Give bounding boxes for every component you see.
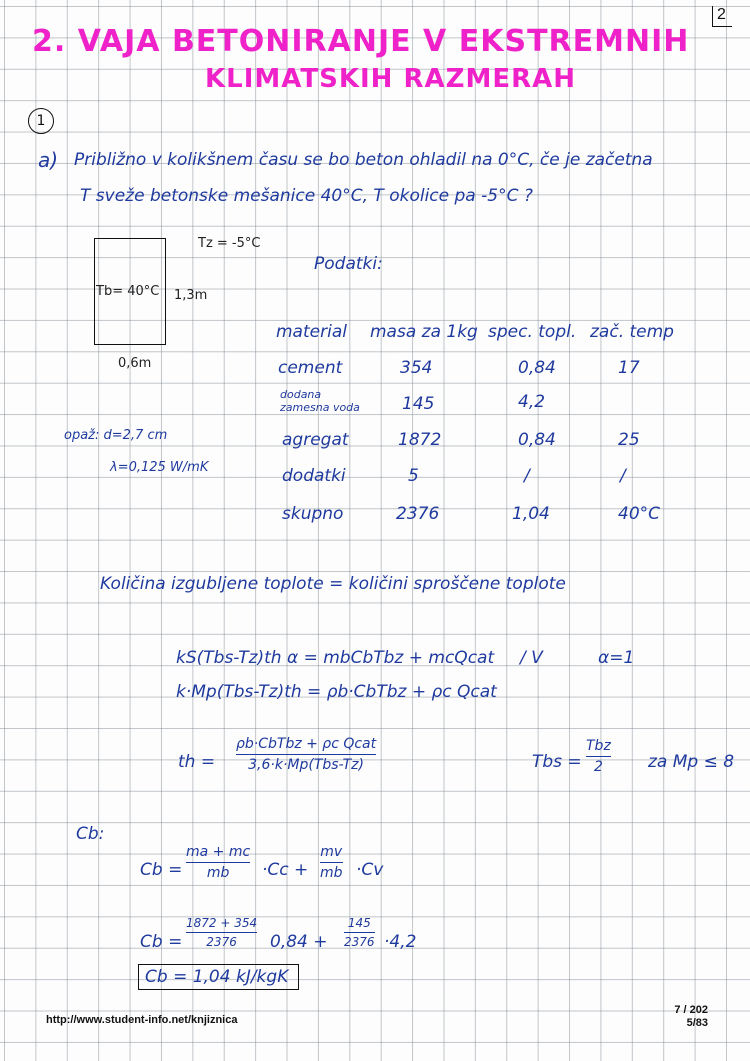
footer-url[interactable]: http://www.student-info.net/knjiznica [46, 1014, 238, 1026]
opaz-line-1: opaž: d=2,7 cm [64, 428, 168, 443]
table-cell: dodana zamesna voda [280, 388, 360, 414]
fraction-denominator: 2376 [206, 935, 237, 949]
question-label: a) [38, 148, 59, 172]
table-cell: 40°C [618, 504, 661, 524]
fraction-denominator: mb [206, 865, 230, 881]
equation-1: kS(Tbs-Tz)th α = mbCbTbz + mcQcat [176, 648, 495, 668]
sketch-tz: Tz = -5°C [198, 236, 261, 251]
footer-page-total: 7 / 202 [674, 1004, 708, 1016]
table-header: zač. temp [590, 322, 674, 342]
sketch-width: 0,6m [118, 356, 152, 371]
fraction-numerator: mv [320, 844, 343, 860]
fraction-denominator: 2376 [344, 935, 375, 949]
table-cell: 145 [402, 394, 435, 414]
table-header: spec. topl. [488, 322, 577, 342]
cb-label: Cb: [76, 824, 105, 844]
cb-calc-fraction-2 [344, 916, 375, 949]
fraction-numerator: Tbz [586, 738, 611, 754]
cb-fraction-2 [320, 844, 343, 881]
section-number-circle: 1 [28, 108, 54, 134]
table-cell: / [620, 466, 626, 486]
equation-3-fraction [236, 736, 376, 773]
table-cell: 354 [400, 358, 433, 378]
table-cell: 5 [408, 466, 419, 486]
table-cell: 1,04 [512, 504, 550, 524]
question-line-1: Približno v kolikšnem času se bo beton ohladil na 0°C, če je začetna [74, 150, 653, 170]
table-cell: 1872 [398, 430, 442, 450]
fraction-numerator: 1872 + 354 [186, 916, 258, 930]
table-cell: skupno [282, 504, 344, 524]
table-cell: agregat [282, 430, 349, 450]
title-line-2: KLIMATSKIH RAZMERAH [205, 64, 576, 94]
table-cell: 0,84 [518, 430, 556, 450]
table-cell: 2376 [396, 504, 440, 524]
podatki-label: Podatki: [314, 254, 383, 274]
table-header: material [276, 322, 347, 342]
title-line-1: 2. VAJA BETONIRANJE V EKSTREMNIH [32, 24, 690, 59]
fraction-numerator: ma + mc [186, 844, 251, 860]
cb-calc-term-1: 0,84 + [270, 932, 328, 952]
table-cell: 25 [618, 430, 640, 450]
alpha-value: α=1 [598, 648, 635, 668]
cb-result-box: Cb = 1,04 kJ/kgK [138, 964, 299, 990]
sketch-tb: Tb= 40°C [96, 284, 160, 299]
cb-formula-term-1: ·Cc + [262, 860, 309, 880]
fraction-denominator: 2 [593, 759, 603, 775]
equation-3-lhs: th = [178, 752, 216, 772]
cb-fraction-1 [186, 844, 250, 881]
table-cell: / [524, 466, 530, 486]
opaz-line-2: λ=0,125 W/mK [110, 460, 209, 475]
tbs-lhs: Tbs = [532, 752, 582, 772]
footer-page-local: 5/83 [686, 1017, 708, 1029]
table-cell: 0,84 [518, 358, 556, 378]
table-header: masa za 1kg [370, 322, 478, 342]
cb-formula-lhs: Cb = [140, 860, 183, 880]
table-cell: cement [278, 358, 343, 378]
cb-formula-term-2: ·Cv [356, 860, 384, 880]
table-cell: 4,2 [518, 392, 546, 412]
page-corner-number: 2 [712, 6, 732, 27]
fraction-denominator: 3,6·k·Mp(Tbs-Tz) [248, 757, 364, 773]
cb-calc-lhs: Cb = [140, 932, 183, 952]
fraction-numerator: 145 [347, 916, 371, 930]
cb-calc-term-2: ·4,2 [384, 932, 417, 952]
equation-1-divide: / V [520, 648, 543, 668]
tbs-fraction [586, 738, 611, 775]
mp-condition: za Mp ≤ 8 [648, 752, 735, 772]
cb-calc-fraction-1 [186, 916, 257, 949]
fraction-denominator: mb [320, 865, 343, 881]
table-cell: dodatki [282, 466, 346, 486]
sketch-height: 1,3m [174, 288, 208, 303]
heat-balance-statement: Količina izgubljene toplote = količini sproščene toplote [100, 574, 566, 594]
question-line-2: T sveže betonske mešanice 40°C, T okolice pa -5°C ? [80, 186, 533, 206]
table-cell: 17 [618, 358, 640, 378]
equation-2: k·Mp(Tbs-Tz)th = ρb·CbTbz + ρc Qcat [176, 682, 497, 702]
fraction-numerator: ρb·CbTbz + ρc Qcat [236, 736, 377, 752]
